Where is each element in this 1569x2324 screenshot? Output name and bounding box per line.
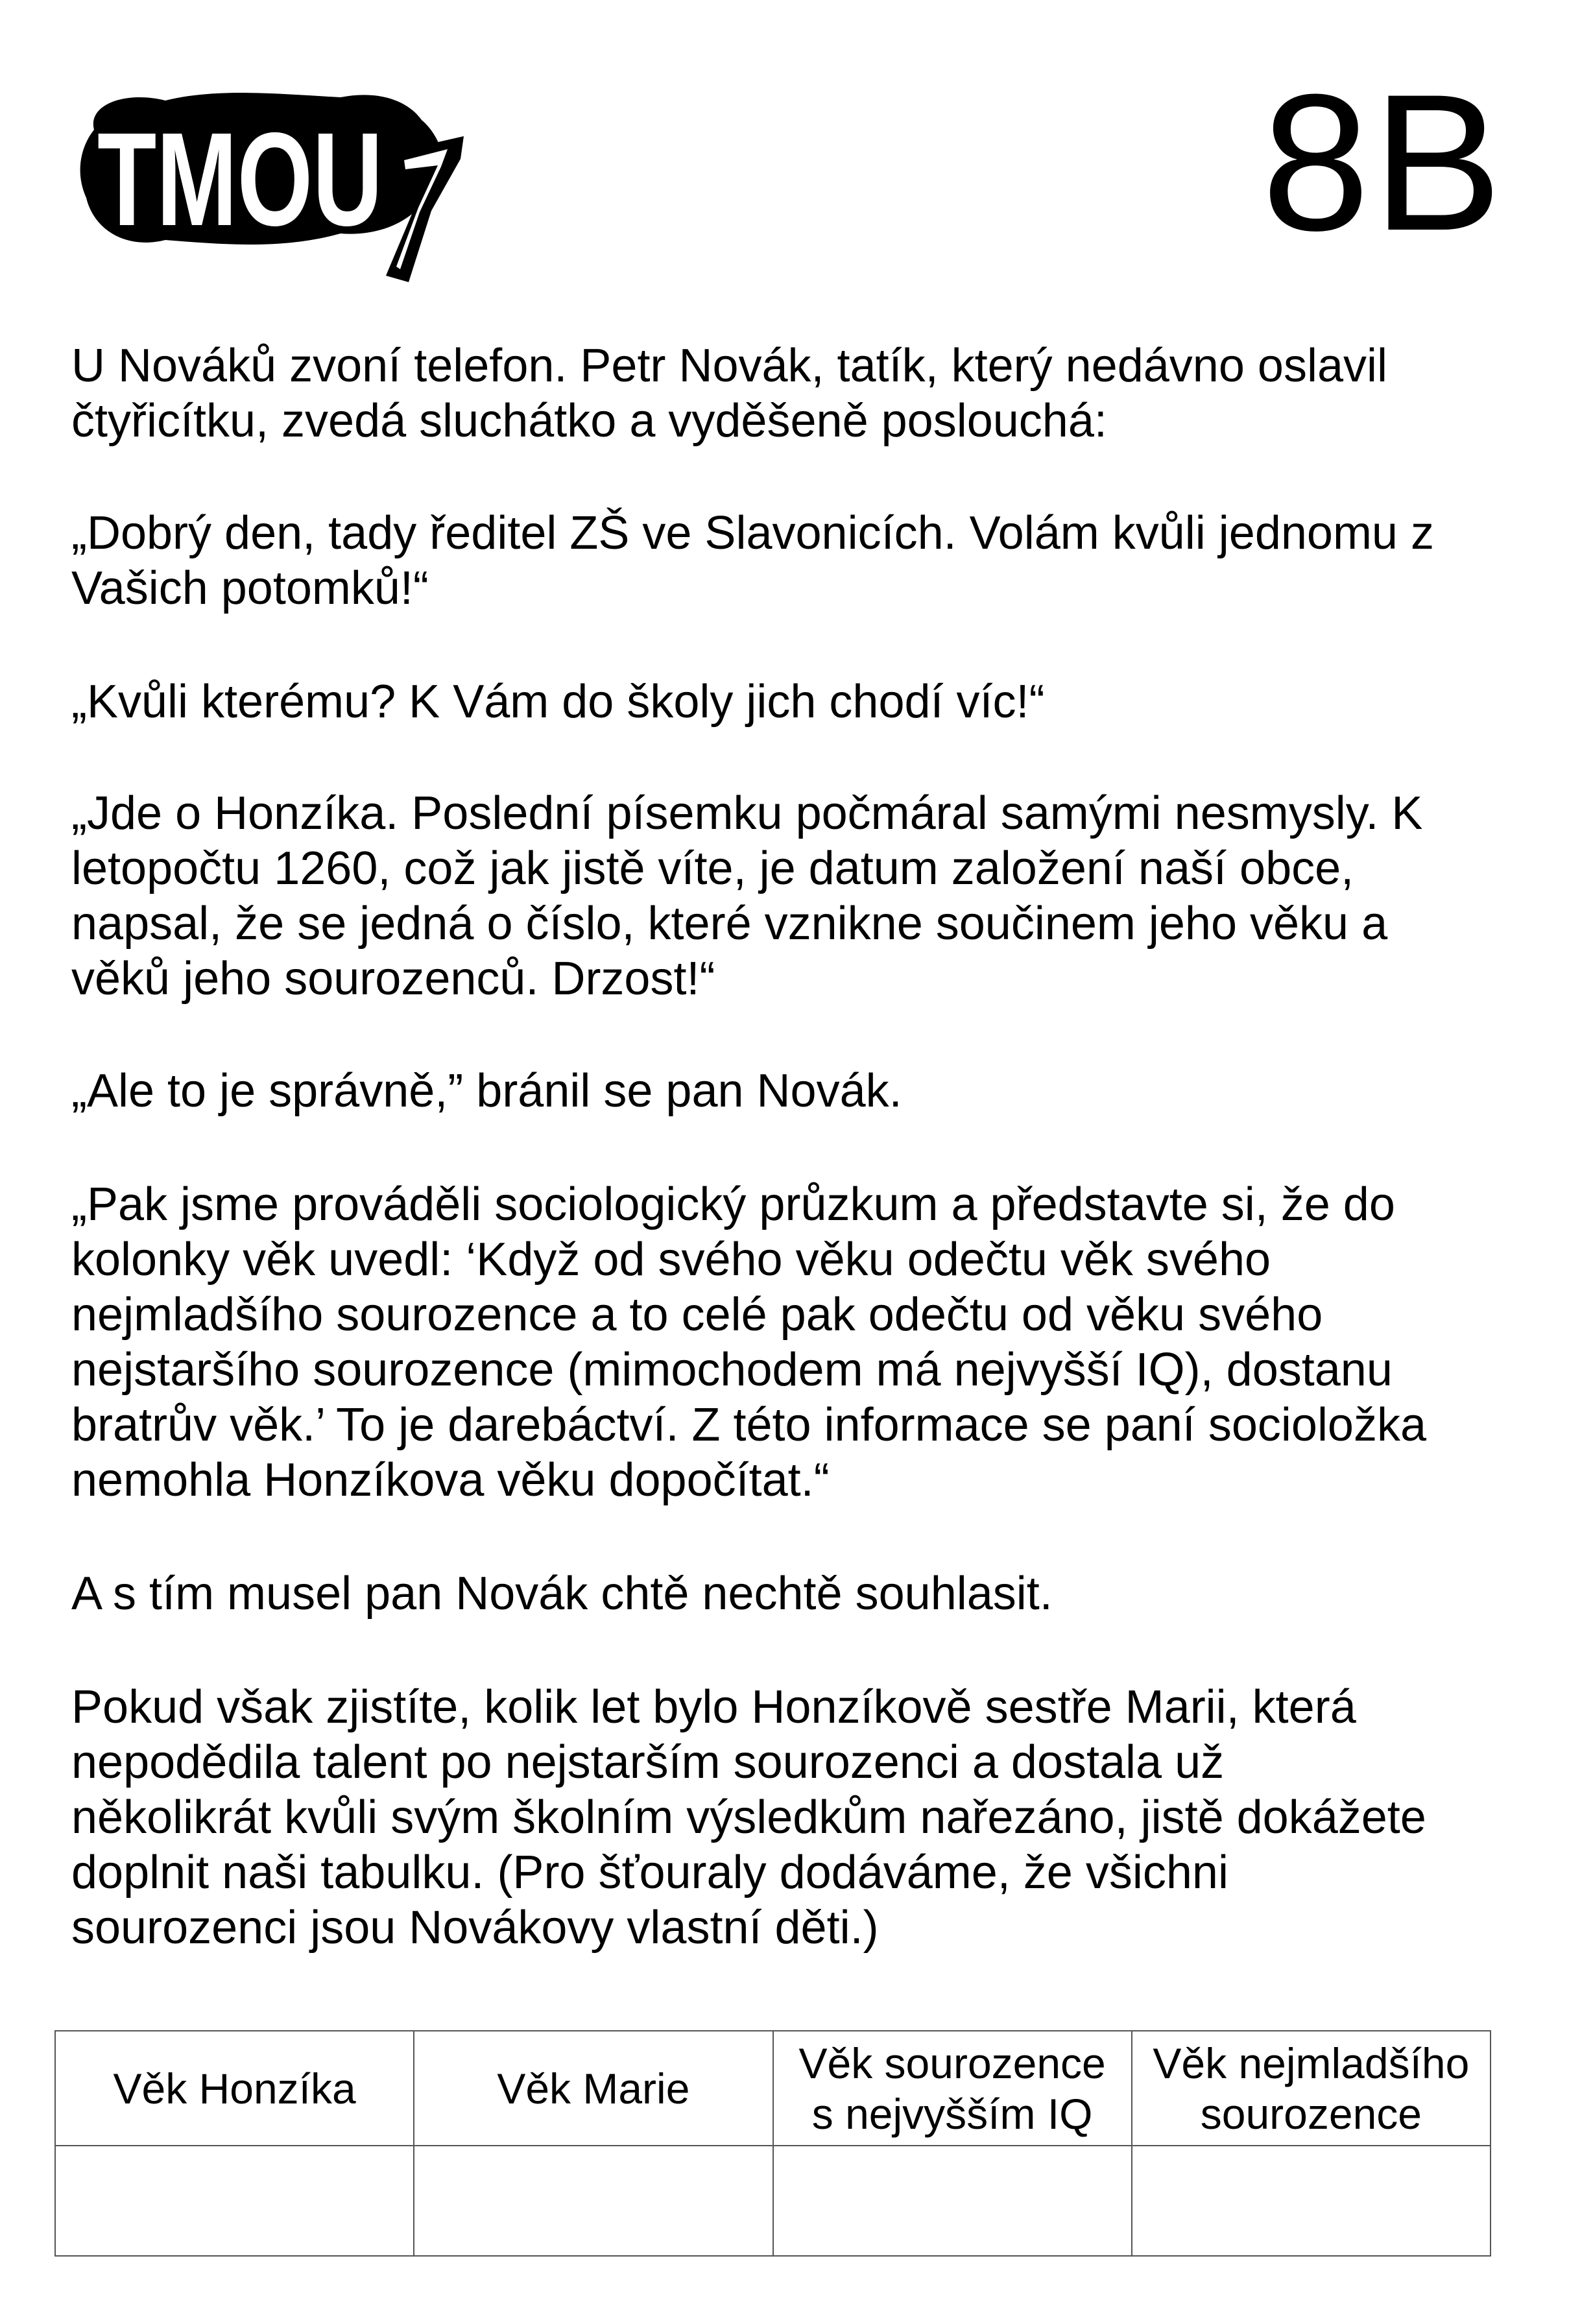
text-line: doplnit naši tabulku. (Pro šťouraly dodáváme, že všichni [71, 1847, 1228, 1899]
answer-table-input-row [55, 2146, 1491, 2256]
header-label: s nejvyšším IQ [811, 2089, 1093, 2138]
text-line: „Dobrý den, tady ředitel ZŠ ve Slavonicích. Volám kvůli jednomu z [71, 507, 1434, 559]
header-label: Věk Marie [497, 2064, 690, 2113]
paragraph-which-child [71, 675, 1544, 730]
text-line: U Nováků zvoní telefon. Petr Novák, tatík, který nedávno oslavil [71, 340, 1387, 392]
answer-cell-marie[interactable] [414, 2146, 773, 2256]
paragraph-intro [71, 339, 1544, 449]
text-line: nepodědila talent po nejstarším sourozenci a dostala už [71, 1736, 1225, 1788]
text-line: „Kvůli kterému? K Vám do školy jich chodí víc!“ [71, 676, 1045, 728]
text-line: nemohla Honzíkova věku dopočítat.“ [71, 1454, 830, 1506]
header-label: Věk nejmladšího [1153, 2039, 1470, 2087]
paragraph-survey [71, 1177, 1544, 1508]
text-line: nejstaršího sourozence (mimochodem má nejvyšší IQ), dostanu [71, 1344, 1393, 1396]
header-youngest-sibling-age [1132, 2031, 1491, 2146]
text-line: několikrát kvůli svým školním výsledkům nařezáno, jistě dokážete [71, 1791, 1426, 1843]
header-marie-age [414, 2031, 773, 2146]
header-highest-iq-sibling-age [773, 2031, 1132, 2146]
text-line: A s tím musel pan Novák chtě nechtě souhlasit. [71, 1568, 1053, 1620]
text-line: letopočtu 1260, což jak jistě víte, je datum založení naší obce, [71, 843, 1354, 894]
paragraph-director-call [71, 506, 1544, 616]
text-line: sourozenci jsou Novákovy vlastní děti.) [71, 1902, 879, 1954]
paragraph-agreement [71, 1566, 1544, 1622]
answer-table [54, 2030, 1491, 2257]
text-line: nejmladšího sourozence a to celé pak odečtu od věku svého [71, 1289, 1323, 1341]
text-line: věků jeho sourozenců. Drzost!“ [71, 953, 715, 1005]
paragraph-defense [71, 1064, 1544, 1119]
logo-text: TMOU [97, 105, 383, 254]
text-line: Pokud však zjistíte, kolik let bylo Honzíkově sestře Marii, která [71, 1681, 1356, 1733]
text-line: bratrův věk.’ To je darebáctví. Z této informace se paní socioložka [71, 1399, 1427, 1451]
text-line: „Ale to je správně,” bránil se pan Novák. [71, 1065, 902, 1117]
text-line: napsal, že se jedná o číslo, které vznikne součinem jeho věku a [71, 898, 1388, 950]
answer-cell-highest-iq[interactable] [773, 2146, 1132, 2256]
answer-cell-honzik[interactable] [55, 2146, 414, 2256]
text-line: čtyřicítku, zvedá sluchátko a vyděšeně poslouchá: [71, 395, 1107, 447]
answer-table-header-row [55, 2031, 1491, 2146]
puzzle-code: 8B [1262, 53, 1505, 271]
text-line: kolonky věk uvedl: ‘Když od svého věku odečtu věk svého [71, 1234, 1271, 1286]
text-line: „Jde o Honzíka. Poslední písemku počmáral samými nesmysly. K [71, 787, 1423, 839]
answer-cell-youngest[interactable] [1132, 2146, 1491, 2256]
paragraph-honzik-test [71, 786, 1544, 1007]
header-label: sourozence [1200, 2089, 1422, 2138]
paragraph-task [71, 1680, 1544, 1956]
header-label: Věk Honzíka [113, 2064, 356, 2113]
header-label: Věk sourozence [798, 2039, 1106, 2087]
text-line: „Pak jsme prováděli sociologický průzkum a představte si, že do [71, 1179, 1395, 1230]
header-honzik-age [55, 2031, 414, 2146]
text-line: Vašich potomků!“ [71, 562, 429, 614]
tmou-logo [68, 75, 470, 289]
